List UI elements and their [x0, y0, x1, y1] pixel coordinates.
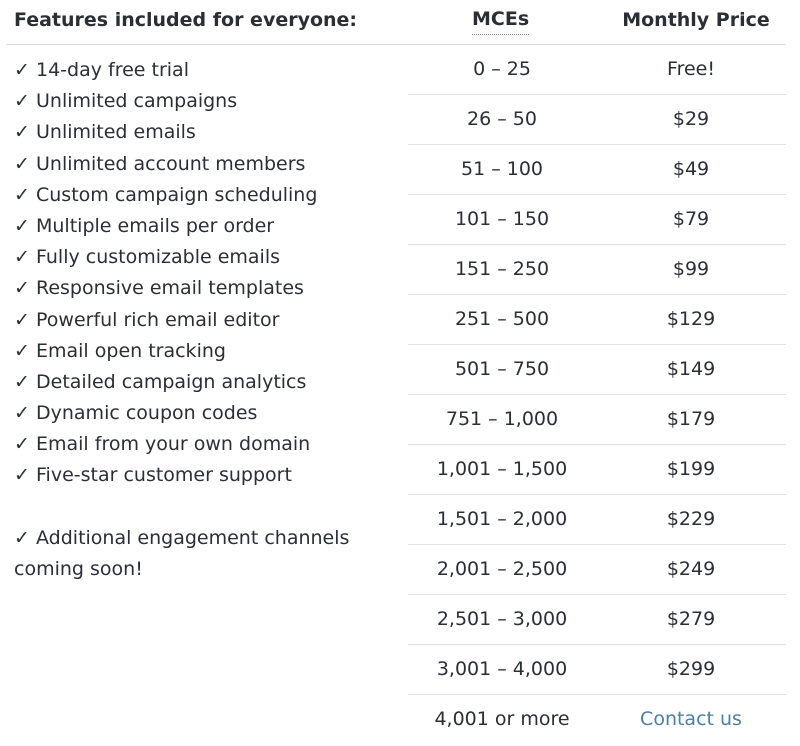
- feature-item: [14, 242, 406, 273]
- feature-item: [14, 55, 406, 86]
- features-heading: Features included for everyone:: [14, 9, 358, 31]
- monthly-price: $29: [672, 108, 710, 130]
- monthly-price: $49: [672, 158, 710, 180]
- feature-label: Dynamic coupon codes: [36, 402, 258, 425]
- monthly-price: $249: [666, 558, 716, 580]
- feature-item: [14, 429, 406, 460]
- check-icon: ✓: [14, 152, 30, 175]
- pricing-row: [408, 645, 786, 695]
- check-icon: ✓: [14, 277, 30, 300]
- feature-label: Unlimited emails: [36, 121, 196, 144]
- mces-heading[interactable]: MCEs: [472, 6, 529, 35]
- feature-label: Email from your own domain: [36, 433, 311, 456]
- monthly-price: $99: [672, 258, 710, 280]
- monthly-price: $299: [666, 658, 716, 680]
- feature-label: Unlimited campaigns: [36, 90, 238, 113]
- pricing-row: [408, 695, 786, 744]
- feature-label: Fully customizable emails: [36, 246, 281, 269]
- monthly-price: $129: [666, 308, 716, 330]
- pricing-table: [408, 45, 786, 744]
- monthly-price: $279: [666, 608, 716, 630]
- check-icon: ✓: [14, 527, 30, 549]
- feature-item: [14, 336, 406, 367]
- mce-range: 1,001 – 1,500: [436, 458, 568, 480]
- mce-range: 3,001 – 4,000: [436, 658, 568, 680]
- check-icon: ✓: [14, 433, 30, 456]
- mce-range: 151 – 250: [454, 258, 550, 280]
- check-icon: ✓: [14, 370, 30, 393]
- feature-item: [14, 149, 406, 180]
- monthly-price: $149: [666, 358, 716, 380]
- monthly-price: $229: [666, 508, 716, 530]
- mce-range: 101 – 150: [454, 208, 550, 230]
- pricing-row: [408, 395, 786, 445]
- feature-label: Custom campaign scheduling: [36, 183, 318, 206]
- monthly-price-heading: Monthly Price: [622, 9, 770, 31]
- mce-range: 2,001 – 2,500: [436, 558, 568, 580]
- extra-feature-text: Additional engagement channels coming soon!: [14, 527, 350, 580]
- feature-item: [14, 86, 406, 117]
- monthly-price: $179: [666, 408, 716, 430]
- check-icon: ✓: [14, 246, 30, 269]
- mce-range: 501 – 750: [454, 358, 550, 380]
- pricing-row: [408, 245, 786, 295]
- monthly-price: $79: [672, 208, 710, 230]
- mce-range: 4,001 or more: [434, 708, 570, 730]
- check-icon: ✓: [14, 339, 30, 362]
- pricing-row: [408, 445, 786, 495]
- monthly-price: Free!: [667, 58, 715, 80]
- mce-range: 251 – 500: [454, 308, 550, 330]
- feature-label: Detailed campaign analytics: [36, 370, 307, 393]
- feature-item: [14, 180, 406, 211]
- feature-label: 14-day free trial: [36, 59, 189, 81]
- feature-item: [14, 305, 406, 336]
- check-icon: ✓: [14, 214, 30, 237]
- feature-label: Powerful rich email editor: [36, 308, 280, 331]
- feature-label: Unlimited account members: [36, 152, 306, 175]
- check-icon: ✓: [14, 308, 30, 331]
- check-icon: ✓: [14, 464, 30, 487]
- check-icon: ✓: [14, 90, 30, 113]
- feature-label: Email open tracking: [36, 339, 226, 362]
- monthly-price: $199: [666, 458, 716, 480]
- mce-range: 51 – 100: [460, 158, 544, 180]
- feature-item: [14, 117, 406, 148]
- feature-item: [14, 367, 406, 398]
- mce-range: 26 – 50: [467, 108, 537, 130]
- feature-item: [14, 211, 406, 242]
- pricing-row: [408, 295, 786, 345]
- check-icon: ✓: [14, 402, 30, 425]
- pricing-row: [408, 495, 786, 545]
- extra-feature: [14, 523, 406, 585]
- pricing-row: [408, 545, 786, 595]
- mce-range: 2,501 – 3,000: [436, 608, 568, 630]
- check-icon: ✓: [14, 121, 30, 144]
- feature-item: [14, 460, 406, 491]
- pricing-row: [408, 595, 786, 645]
- pricing-row: [408, 345, 786, 395]
- feature-label: Responsive email templates: [36, 277, 304, 300]
- feature-item: [14, 398, 406, 429]
- pricing-row: [408, 95, 786, 145]
- feature-label: Multiple emails per order: [36, 214, 275, 237]
- check-icon: ✓: [14, 59, 30, 81]
- table-header: [6, 0, 786, 45]
- mce-range: 1,501 – 2,000: [436, 508, 568, 530]
- feature-label: Five-star customer support: [36, 464, 292, 487]
- features-list: [14, 55, 406, 492]
- pricing-row: [408, 145, 786, 195]
- feature-item: [14, 273, 406, 304]
- contact-us-link[interactable]: Contact us: [640, 708, 742, 730]
- mce-range: 751 – 1,000: [445, 408, 559, 430]
- pricing-row: [408, 195, 786, 245]
- mce-range: 0 – 25: [473, 58, 531, 80]
- check-icon: ✓: [14, 183, 30, 206]
- pricing-row: [408, 45, 786, 95]
